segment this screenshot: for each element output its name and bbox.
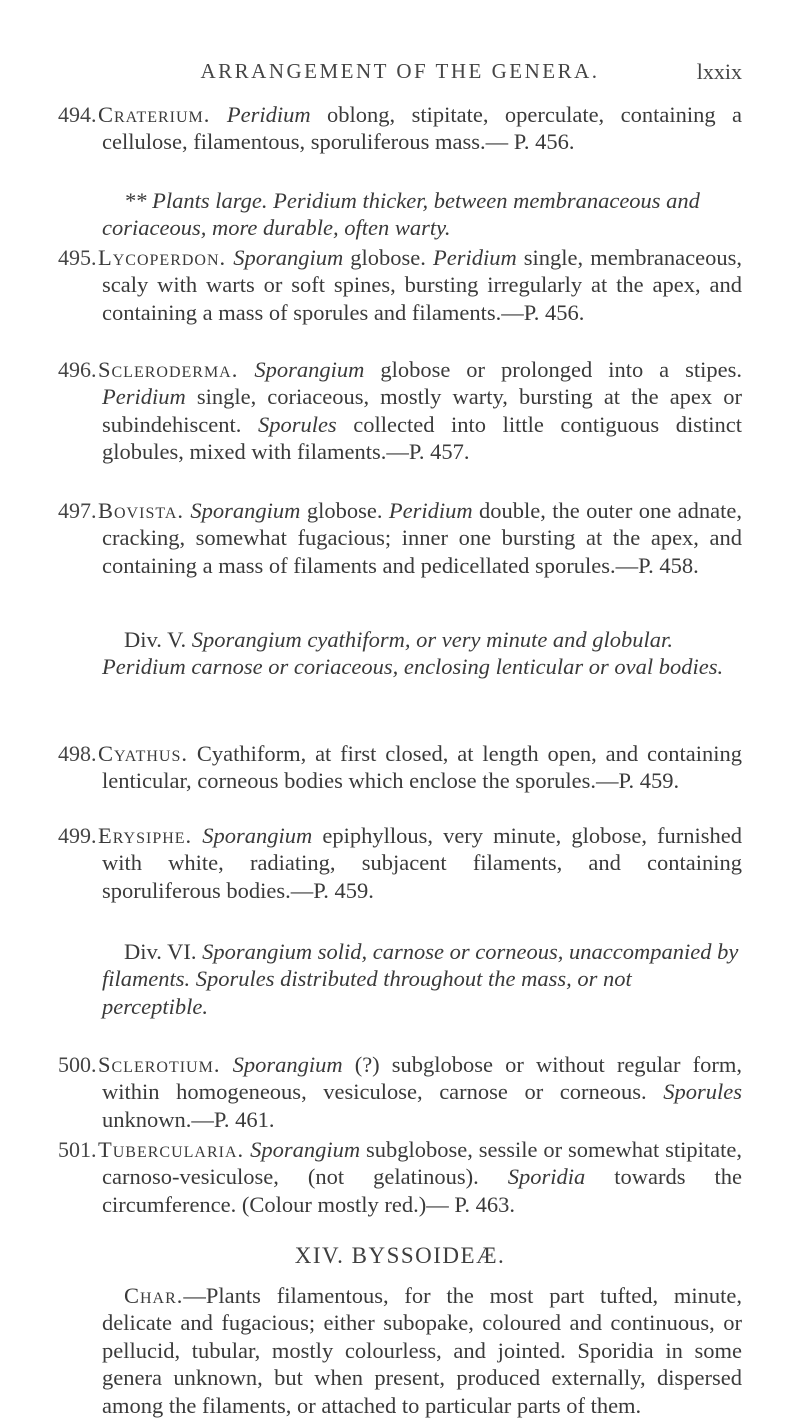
entry-text [98, 1051, 742, 1133]
description: unknown.—P. 461. [102, 1106, 275, 1132]
section-character [102, 1282, 742, 1419]
char-text: —Plants filamentous, for the most part tufted, minute, delicate and fugacious; either subopake, coloured and continuous, or pellucid, tubular, mostly colourless, and jointed. Sporidia in some genera unknown, but when present, produced externally, dispersed among the filaments, or attached to particular parts of them. [102, 1283, 742, 1418]
term: Sporidia [507, 1164, 586, 1190]
term: Sporangium [254, 357, 365, 382]
description: collected into little contiguous distinct globules, mixed with filaments.—P. 457. [102, 411, 742, 465]
term: Sporangium [202, 823, 313, 848]
term: Sporules [195, 966, 275, 992]
entry-text [98, 244, 743, 326]
division-text [102, 626, 742, 681]
description: (?) subglobose or without regular form, within homogeneous, vesiculose, carnose or corneous. [102, 1052, 742, 1105]
description: epiphyllous, very minute, globose, furnished with white, radiating, subjacent filaments, and containing sporuliferous bodies.—P. 459. [102, 823, 742, 903]
genus-name: Sclerotium. [98, 1052, 221, 1077]
entry-number: 500. [58, 1052, 97, 1077]
running-head [0, 59, 800, 95]
division-description: Sporangium cyathiform, or very minute and globular. Peridium carnose or coriaceous, enclosing lenticular or oval bodies. [102, 627, 724, 680]
description: subglobose, sessile or somewhat stipitate, carnoso-vesiculose, (not gelatinous). [102, 1137, 743, 1190]
entry-number: 499. [58, 823, 97, 848]
division-text [102, 938, 742, 1020]
entry-number: 494. [58, 102, 97, 127]
page-number: lxxix [696, 59, 742, 84]
description: globose or prolonged into a stipes. [364, 357, 742, 382]
term: Peridium [388, 498, 473, 523]
description: towards the circumference. (Colour mostly red.)— P. 463. [102, 1164, 742, 1217]
description: globose. [300, 498, 389, 523]
entry-number: 495. [58, 245, 97, 270]
description: single, membranaceous, scaly with warts or soft spines, bursting irregularly at the apex, and containing a mass of sporules and filaments.—P. 456. [102, 245, 743, 325]
description: Cyathiform, at first closed, at length open, and containing lenticular, corneous bodies which enclose the sporules.—P. 459. [102, 741, 742, 794]
genus-name: Lycoperdon. [98, 245, 227, 270]
description: oblong, stipitate, operculate, containing a cellulose, filamentous, sporuliferous mass.— P. 456. [102, 102, 742, 155]
running-title: ARRANGEMENT OF THE GENERA. [200, 59, 600, 83]
description: globose. [343, 245, 433, 270]
entry-number: 496. [58, 357, 97, 382]
genus-name: Bovista. [98, 498, 185, 523]
description: double, the outer one adnate, cracking, somewhat fugacious; inner one bursting at the apex, and containing a mass of filaments and pedicellated sporules.—P. 458. [102, 498, 743, 578]
subgroup-note: ** Plants large. Peridium thicker, between membranaceous and coriaceous, more durable, often warty. [102, 188, 700, 241]
genus-name: Tubercularia. [98, 1137, 245, 1162]
section-title: XIV. BYSSOIDEÆ. [294, 1243, 506, 1268]
term: Peridium [226, 102, 311, 127]
term: Sporangium [232, 1052, 343, 1077]
entry-text [98, 740, 742, 795]
description: single, coriaceous, mostly warty, bursting at the apex or subindehiscent. [102, 384, 742, 437]
entry-text [98, 497, 743, 579]
division-label: Div. VI. [124, 939, 197, 964]
genus-name: Craterium. [98, 102, 211, 127]
genus-name: Scleroderma. [98, 357, 239, 382]
division-description: Sporangium solid, carnose or corneous, unaccompanied by filaments. [102, 939, 739, 992]
entry-number: 501. [58, 1137, 97, 1162]
entry-text [98, 356, 742, 466]
entry-text [98, 101, 742, 156]
entry-text [98, 1136, 743, 1218]
term: Sporangium [250, 1137, 361, 1162]
division-label: Div. V. [124, 627, 187, 652]
char-label: Char. [124, 1283, 184, 1308]
term: Sporangium [233, 245, 344, 270]
genus-name: Erysiphe. [98, 823, 193, 848]
term: Sporules [663, 1079, 742, 1105]
term: Sporangium [190, 498, 301, 523]
term: Peridium [432, 245, 517, 270]
entry-number: 497. [58, 498, 97, 523]
division-description: distributed throughout the mass, or not perceptible. [102, 966, 632, 1019]
entry-text [98, 822, 742, 904]
term: Peridium [102, 384, 186, 410]
term: Sporules [257, 411, 337, 437]
entry-number: 498. [58, 741, 97, 766]
genus-name: Cyathus. [98, 741, 188, 766]
